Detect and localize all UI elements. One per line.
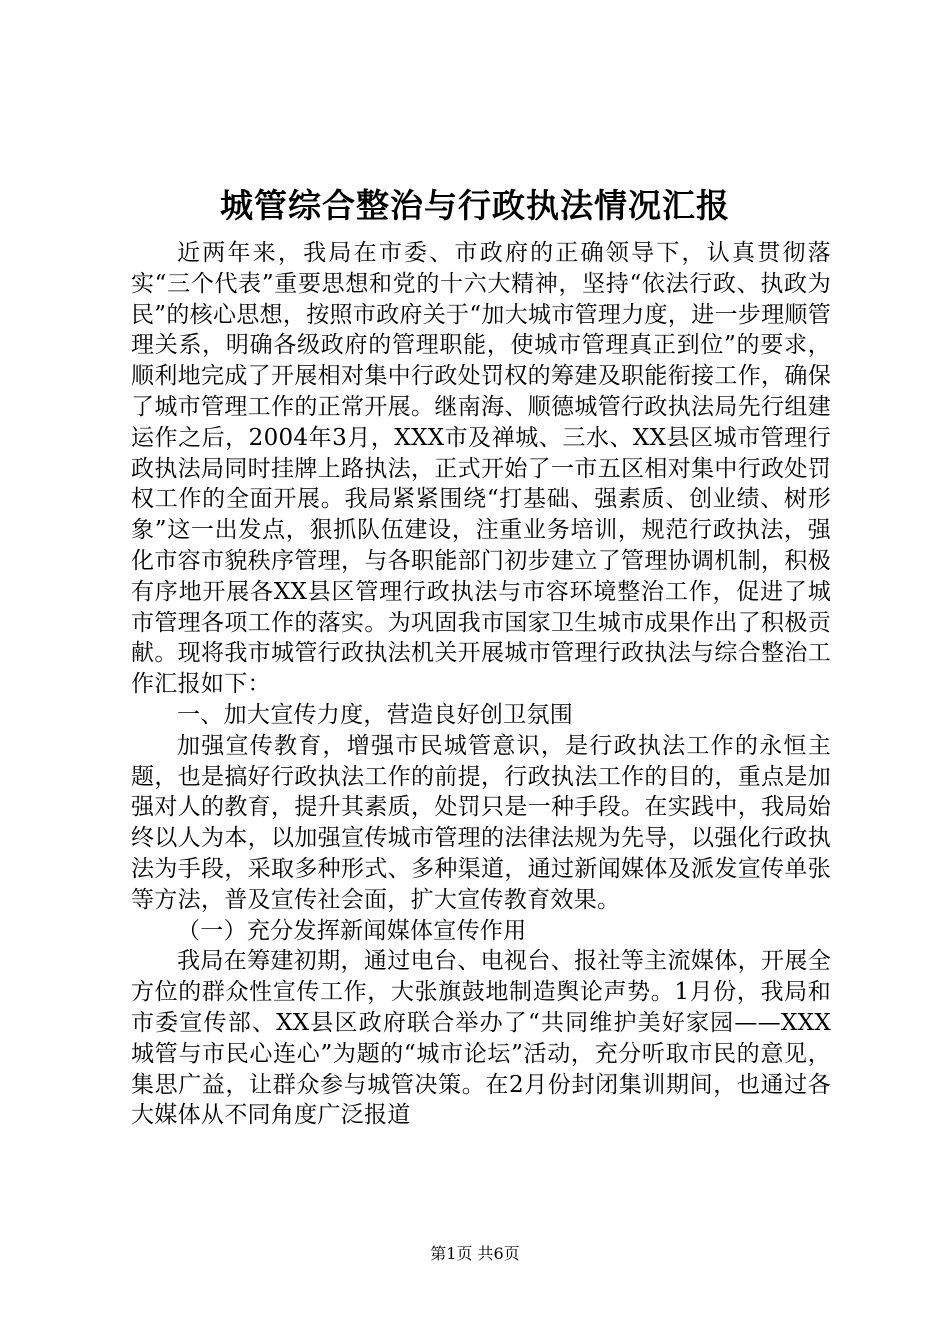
page-number-footer: 第1页 共6页 bbox=[430, 1244, 520, 1263]
document-title: 城管综合整治与行政执法情况汇报 bbox=[220, 186, 730, 225]
paragraph-subsection-1: 我局在筹建初期，通过电台、电视台、报社等主流媒体，开展全方位的群众性宣传工作，大张旗鼓地制造舆论声势。1月份，我局和市委宣传部、XX县区政府联合举办了“共同维护美好家园——XXX城管与市民心连心”为题的“城市论坛”活动，充分听取市民的意见，集思广益，让群众参与城管决策。在2月份封闭集训期间，也通过各大媒体从不同角度广泛报道 bbox=[131, 948, 831, 1129]
subsection-heading: （一）充分发挥新闻媒体宣传作用 bbox=[177, 917, 527, 944]
document-body bbox=[131, 238, 831, 1131]
section-heading: 一、加大宣传力度，营造良好创卫氛围 bbox=[177, 701, 574, 728]
paragraph-intro: 近两年来，我局在市委、市政府的正确领导下，认真贯彻落实“三个代表”重要思想和党的十六大精神，坚持“依法行政、执政为民”的核心思想，按照市政府关于“加大城市管理力度，进一步理顺管理关系，明确各级政府的管理职能，使城市管理真正到位”的要求，顺利地完成了开展相对集中行政处罚权的筹建及职能衔接工作，确保了城市管理工作的正常开展。继南海、顺德城管行政执法局先行组建运作之后，2004年3月，XXX市及禅城、三水、XX县区城市管理行政执法局同时挂牌上路执法，正式开始了一市五区相对集中行政处罚权工作的全面开展。我局紧紧围绕“打基础、强素质、创业绩、树形象”这一出发点，狠抓队伍建设，注重业务培训，规范行政执法，强化市容市貌秩序管理，与各职能部门初步建立了管理协调机制，积极有序地开展各XX县区管理行政执法与市容环境整治工作，促进了城市管理各项工作的落实。为巩固我市国家卫生城市成果作出了积极贡献。现将我市城管行政执法机关开展城市管理行政执法与综合整治工作汇报如下： bbox=[131, 240, 831, 698]
paragraph-section-1: 加强宣传教育，增强市民城管意识，是行政执法工作的永恒主题，也是搞好行政执法工作的前提，行政执法工作的目的，重点是加强对人的教育，提升其素质，处罚只是一种手段。在实践中，我局始终以人为本，以加强宣传城市管理的法律法规为先导，以强化行政执法为手段，采取多种形式、多种渠道，通过新闻媒体及派发宣传单张等方法，普及宣传社会面，扩大宣传教育效果。 bbox=[131, 732, 831, 913]
